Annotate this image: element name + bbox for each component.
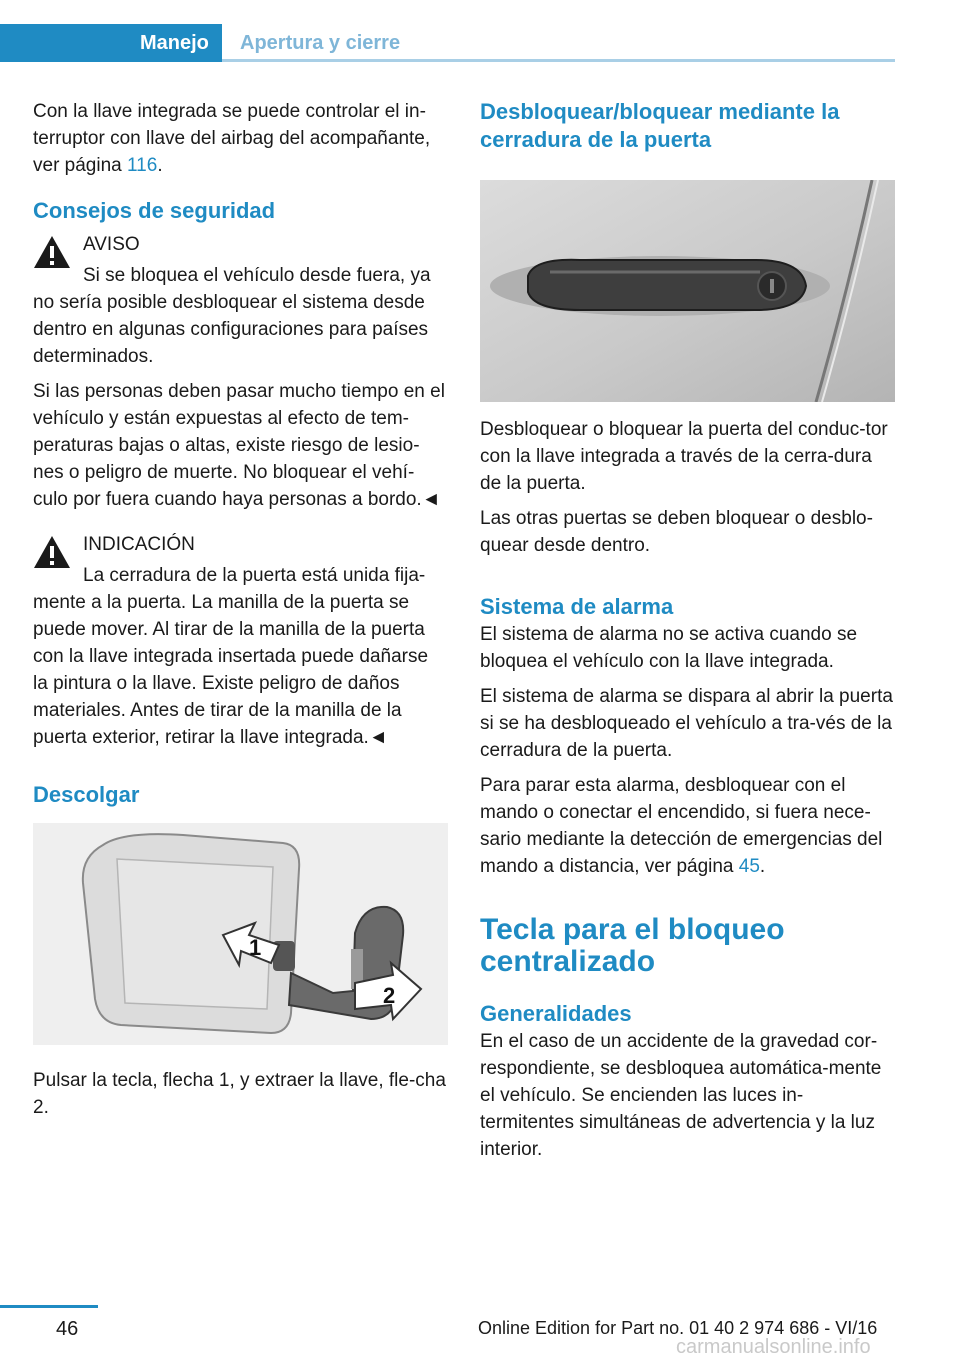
alarm-text-3-body: Para parar esta alarma, desbloquear con el mando o conectar el encendido, si fuera nece-sario mediante la detección de emergencias del mando a distancia, ver página bbox=[480, 775, 883, 877]
tab-manejo[interactable]: Manejo bbox=[0, 24, 222, 62]
warning-text-1: Si se bloquea el vehículo desde fuera, ya no sería posible desbloquear el sistema desde dentro en algunas configuraciones para países determinados. bbox=[33, 265, 431, 367]
lock-text-2: Las otras puertas se deben bloquear o desblo-quear desde dentro. bbox=[480, 508, 873, 556]
alarm-text-2: El sistema de alarma se dispara al abrir la puerta si se ha desbloqueado el vehículo a tra-vés de la cerradura de la puerta. bbox=[480, 686, 893, 761]
warning-text-indicacion: La cerradura de la puerta está unida fija-mente a la puerta. La manilla de la puerta se puede mover. Al tirar de la manilla de la puerta con la llave integrada insertada puede dañarse la pintura o la llave. Existe peligro de daños materiales. Antes de tirar de la manilla de la puerta exterior, retirar la llave integrada.◄ bbox=[33, 565, 429, 748]
footer-divider bbox=[0, 1305, 98, 1308]
edition-info: Online Edition for Part no. 01 40 2 974 686 - VI/16 bbox=[478, 1318, 878, 1338]
warning-indicacion bbox=[33, 531, 448, 751]
warning-triangle-icon bbox=[33, 235, 71, 269]
arrow-label-1: 1 bbox=[249, 935, 262, 960]
header-divider bbox=[222, 59, 895, 62]
warning-triangle-icon bbox=[33, 535, 71, 569]
door-handle-illustration bbox=[480, 180, 895, 402]
door-handle-figure bbox=[480, 180, 895, 402]
lock-text-1: Desbloquear o bloquear la puerta del conduc-tor con la llave integrada a través de la cerra-dura de la puerta. bbox=[480, 419, 888, 494]
intro-end: . bbox=[157, 155, 163, 176]
alarm-text-1: El sistema de alarma no se activa cuando se bloquea el vehículo con la llave integrada. bbox=[480, 624, 858, 672]
warning-aviso bbox=[33, 231, 448, 513]
tab-apertura-y-cierre[interactable]: Apertura y cierre bbox=[240, 32, 401, 54]
page-link-45[interactable]: 45 bbox=[738, 856, 760, 877]
central-lock-heading: Tecla para el bloqueo centralizado bbox=[480, 913, 785, 978]
warning-label-aviso: AVISO bbox=[83, 234, 140, 255]
warning-text-2: Si las personas deben pasar mucho tiempo en el vehículo y están expuestas al efecto de tem-peraturas bajas o altas, existe riesgo de lesio-nes o peligro de muerte. No bloquear el vehí-culo por fuera cuando haya personas a bordo.◄ bbox=[33, 381, 445, 510]
page-link-116[interactable]: 116 bbox=[127, 155, 158, 176]
alarm-text-3-end: . bbox=[759, 856, 766, 877]
warning-label-indicacion: INDICACIÓN bbox=[83, 534, 195, 555]
page-number: 46 bbox=[56, 1318, 79, 1340]
lock-heading: Desbloquear/bloquear mediante la cerradura de la puerta bbox=[480, 99, 840, 152]
descolgar-heading: Descolgar bbox=[33, 782, 140, 807]
intro-paragraph bbox=[33, 98, 448, 179]
right-column bbox=[480, 98, 895, 1171]
descolgar-text: Pulsar la tecla, flecha 1, y extraer la llave, fle-cha 2. bbox=[33, 1070, 446, 1118]
intro-text: Con la llave integrada se puede controlar el in-terruptor con llave del airbag del acompañante, ver página bbox=[33, 101, 431, 176]
safety-heading: Consejos de seguridad bbox=[33, 198, 276, 223]
alarm-heading: Sistema de alarma bbox=[480, 594, 674, 619]
key-illustration bbox=[33, 823, 448, 1045]
left-column bbox=[33, 98, 448, 1129]
key-removal-figure bbox=[33, 823, 448, 1045]
arrow-label-2: 2 bbox=[383, 983, 396, 1008]
general-text: En el caso de un accidente de la gravedad cor-respondiente, se desbloquea automática-mente el vehículo. Se encienden las luces in-termitentes simultáneas de advertencia y la luz interior. bbox=[480, 1031, 882, 1160]
general-heading: Generalidades bbox=[480, 1001, 632, 1026]
watermark: carmanualsonline.info bbox=[676, 1336, 871, 1358]
alarm-text-3 bbox=[480, 772, 895, 880]
page-header bbox=[0, 0, 895, 62]
